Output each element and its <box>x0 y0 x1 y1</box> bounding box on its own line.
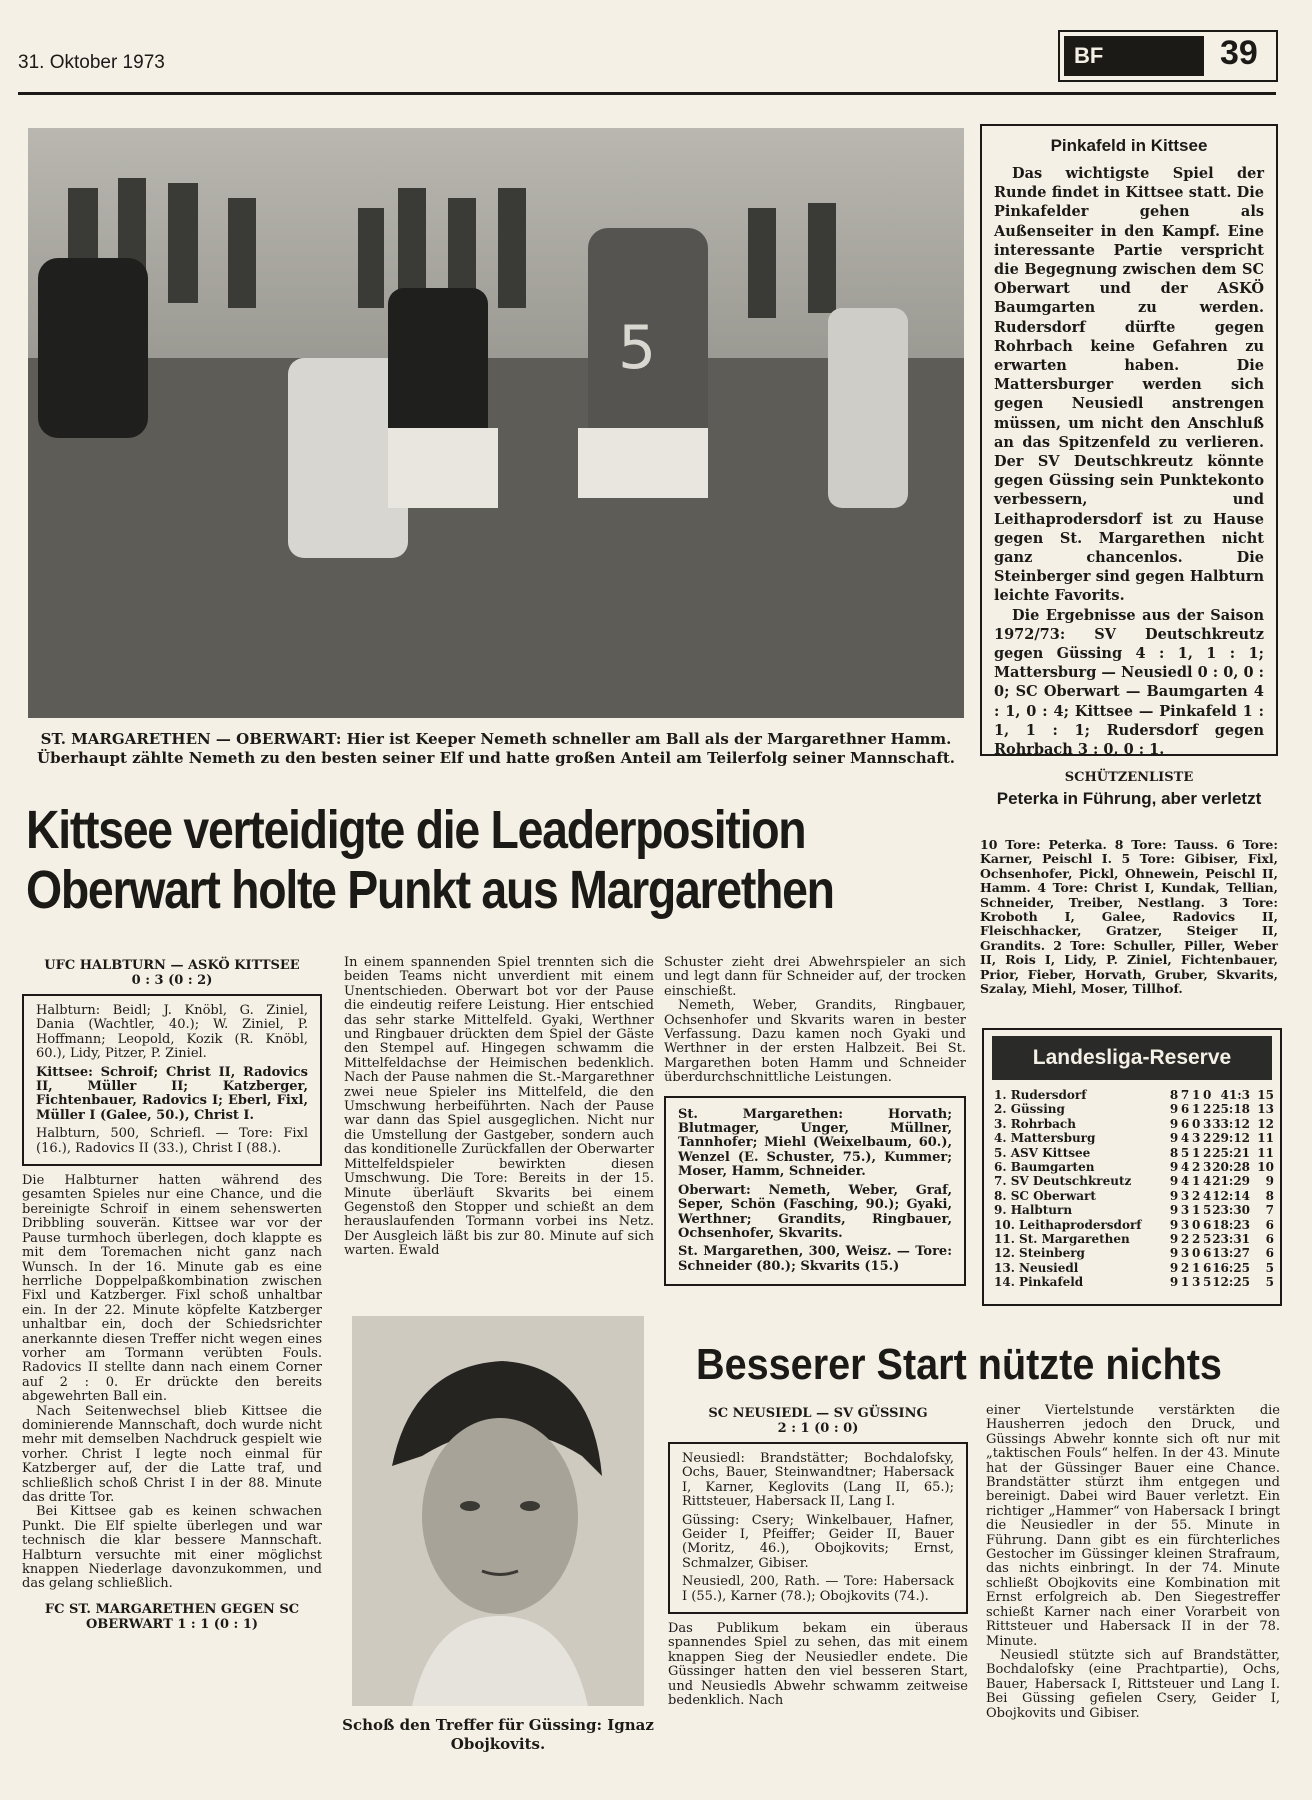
league-table-title: Landesliga-Reserve <box>992 1036 1272 1080</box>
league-table-cell-pts: 11 <box>1257 1131 1274 1146</box>
league-table-cell-pts: 6 <box>1265 1246 1274 1261</box>
league-table-cell-games: 8 <box>1169 1088 1179 1102</box>
league-table-cell-d: 1 <box>1191 1203 1201 1218</box>
league-table-cell-goals: 12:14 <box>1212 1188 1251 1203</box>
league-table-cell-w: 4 <box>1180 1174 1190 1189</box>
match2-report-cont: Schuster zieht drei Abwehrspieler an sich und legt dann für Schneider auf, der trocken einschießt. <box>664 955 966 999</box>
header-rule <box>18 92 1276 95</box>
match1-lineup-halbturn: Halbturn: Beidl; J. Knöbl, G. Ziniel, Dania (Wachtler, 40.); W. Ziniel, P. Hoffmann; Leopold, Kozik (R. Knöbl, 60.), Lidy, Pitzer, P. Ziniel. <box>36 1003 308 1062</box>
league-table-cell-team: 12. Steinberg <box>994 1246 1085 1261</box>
story2-report-cont-2: Neusiedl stützte sich auf Brandstätter, Bochdalofsky (eine Prachtpartie), Ochs, Bauer, Habersack I, Rittsteuer und Lang I. Bei Güssing gefielen Csery, Geider I, Obojkovits und Gibiser. <box>986 1647 1280 1721</box>
match2-stats: St. Margarethen, 300, Weisz. — Tore: Schneider (80.); Skvarits (15.) <box>678 1244 952 1274</box>
match2-lineup-stm: St. Margarethen: Horvath; Blutmager, Unger, Müllner, Tannhofer; Miehl (Weixelbaum, 60.), Wenzel (E. Schuster, 75.), Kummer; Moser, Hamm, Schneider. <box>678 1106 952 1180</box>
match2-report-cont-2: Nemeth, Weber, Grandits, Ringbauer, Ochsenhofer und Skvarits waren in bester Verfassung. Dazu kamen noch Gyaki und Werthner in der ersten Halbzeit. Bei St. Margarethen boten Hamm und Schneider überdurchschnittliche Leistungen. <box>664 998 966 1086</box>
league-table-cell-w: 3 <box>1180 1246 1190 1261</box>
league-table-row <box>994 1203 1274 1217</box>
league-table-cell-pts: 6 <box>1265 1217 1274 1232</box>
league-table-cell-l: 4 <box>1202 1174 1212 1189</box>
league-table-cell-l: 5 <box>1202 1232 1212 1247</box>
page-number: 39 <box>1220 34 1258 72</box>
league-table-cell-team: 3. Rohrbach <box>994 1116 1076 1131</box>
preview-title: Pinkafeld in Kittsee <box>1050 136 1208 155</box>
league-table-cell-games: 9 <box>1169 1116 1179 1131</box>
league-table-cell-pts: 9 <box>1265 1174 1274 1189</box>
league-table-cell-l: 3 <box>1202 1160 1212 1175</box>
league-table-cell-pts: 6 <box>1265 1232 1274 1247</box>
league-table-cell-w: 5 <box>1180 1145 1190 1160</box>
league-table-cell-l: 5 <box>1202 1275 1212 1290</box>
league-table-cell-goals: 33:12 <box>1212 1116 1251 1131</box>
league-table-cell-l: 3 <box>1202 1116 1212 1131</box>
story2-report-cont: einer Viertelstunde verstärkten die Hausherren jedoch den Druck, und Güssings Abwehr konnte sich oft nur mit „taktischen Fouls“ helfen. In der 43. Minute hat der Güssinger Bauer eine Chance. Brandstätter stürzt ihm entgegen und bereinigt. Dabei wird Bauer verletzt. Ein richtiger „Hammer“ von Habersack I bringt die Neusiedler in der 55. Minute in Führung. Dann gibt es ein fürchterliches Gestocher im Güssinger kleinen Strafraum, das nichts einbringt. In der 74. Minute schließt Obojkovits eine Kombination mit Ernst erfolgreich ab. Den Siegestreffer schießt Karner nach einer Vorarbeit von Rittsteuer und Habersack II in der 78. Minute. <box>986 1403 1280 1649</box>
league-table-row <box>994 1146 1274 1160</box>
league-table-cell-games: 9 <box>1169 1260 1179 1275</box>
match1-report-2: Nach Seitenwechsel blieb Kittsee die dominierende Mannschaft, doch wurde nicht mehr mit demselben Nachdruck gespielt wie vorher. Christ I legte noch einmal für Katzberger auf, der die Latte traf, und schließlich schoß Christ I in der 88. Minute das dritte Tor. <box>22 1403 322 1505</box>
league-table-cell-team: 8. SC Oberwart <box>994 1188 1096 1203</box>
match1-report: Die Halbturner hatten während des gesamten Spieles nur eine Chance, und die bereinigte Schroif in einem sehenswerten Dribbling souverän. Kittsee war vor der Pause turmhoch überlegen, doch klappte es mit dem Toremachen nicht ganz nach Wunsch. In der 16. Minute gab es eine herrliche Doppelpaßkombination zwischen Fixl und Katzberger. Fixl schoß unhaltbar ein. In der 22. Minute köpfelte Katzberger unhaltbar ein, doch der Schiedsrichter anerkannte diesen Treffer nicht wegen eines vorher am Tormann verübten Fouls. Radovics II stellte dann nach einem Corner auf 2 : 0. Er drückte den bereits abgewehrten Ball ein. <box>22 1173 322 1405</box>
main-headline <box>26 800 967 920</box>
match1-score: 0 : 3 (0 : 2) <box>131 973 213 988</box>
league-table-cell-l: 5 <box>1202 1203 1212 1218</box>
league-table-cell-goals: 25:18 <box>1212 1102 1251 1117</box>
match1-title: UFC HALBTURN — ASKÖ KITTSEE <box>44 958 300 973</box>
league-table-cell-goals: 12:25 <box>1212 1275 1251 1290</box>
story2-score: 2 : 1 (0 : 0) <box>777 1421 859 1436</box>
league-table-cell-pts: 5 <box>1265 1260 1274 1275</box>
league-table-cell-pts: 5 <box>1265 1275 1274 1290</box>
league-table-cell-w: 3 <box>1180 1203 1190 1218</box>
league-table-cell-d: 0 <box>1191 1217 1201 1232</box>
league-table-row <box>994 1246 1274 1260</box>
league-table-cell-l: 4 <box>1202 1188 1212 1203</box>
headline-line-2: Oberwart holte Punkt aus Margarethen <box>26 860 834 920</box>
league-table-row <box>994 1174 1274 1188</box>
league-table-cell-w: 6 <box>1180 1116 1190 1131</box>
league-table-row <box>994 1232 1274 1246</box>
match-photo <box>28 128 964 718</box>
league-table-cell-l: 2 <box>1202 1102 1212 1117</box>
league-table-cell-d: 2 <box>1191 1188 1201 1203</box>
story2-headline: Besserer Start nützte nichts <box>696 1340 1222 1389</box>
league-table-cell-goals: 23:30 <box>1212 1203 1251 1218</box>
league-table-cell-pts: 8 <box>1265 1188 1274 1203</box>
match1-report-3: Bei Kittsee gab es keinen schwachen Punkt. Die Elf spielte überlegen und war technisch die klar bessere Mannschaft. Halbturn versuchte mit einer möglichst knappen Niederlage davonzukommen, und das gelang schließlich. <box>22 1504 322 1592</box>
story2-column-1 <box>668 1406 968 1709</box>
match2-report: In einem spannenden Spiel trennten sich die beiden Teams nicht unverdient mit einem Unentschieden. Oberwart bot vor der Pause die eindeutig reifere Leistung. Hier entschied das sehr starke Mittelfeld. Gyaki, Werthner und Ringbauer drückten dem Spiel der Gäste den Stempel auf. Hingegen schwamm die Mittelfeldachse der Heimischen bedenklich. Nach der Pause nahmen die St.-Margarethner zwei neue Spieler ins Mittelfeld, die den Umschwung herbeiführten. Nach der Pause war dann das Spiel ausgeglichen. Nicht nur die Umstellung der Gastgeber, sondern auch das konditionelle Zurückfallen der Oberwarter Mittelfeldspieler bewirkten diesen Umschwung. Die Tore: Bereits in der 15. Minute überläuft Skvarits bei einem Gegenstoß den Stopper und schießt an dem herauslaufenden Tormann vorbei ins Netz. Der Ausgleich läßt bis zur 80. Minute auf sich warten. Ewald <box>344 955 654 1259</box>
scorers-title: Peterka in Führung, aber verletzt <box>996 789 1262 808</box>
league-table-cell-w: 3 <box>1180 1188 1190 1203</box>
league-table-cell-d: 0 <box>1191 1246 1201 1261</box>
league-table-cell-team: 7. SV Deutschkreutz <box>994 1174 1132 1189</box>
league-table-cell-pts: 11 <box>1257 1145 1274 1160</box>
league-table-cell-games: 9 <box>1169 1102 1179 1117</box>
league-table-cell-team: 9. Halbturn <box>994 1203 1073 1218</box>
story2-stats: Neusiedl, 200, Rath. — Tore: Habersack I (55.), Karner (78.); Obojkovits (74.). <box>682 1574 954 1604</box>
league-table-cell-games: 9 <box>1169 1131 1179 1146</box>
league-table-row <box>994 1088 1274 1102</box>
league-table-cell-pts: 13 <box>1257 1102 1274 1117</box>
portrait-caption: Schoß den Treffer für Güssing: Ignaz Obojkovits. <box>342 1716 654 1753</box>
league-table-cell-l: 0 <box>1202 1088 1212 1102</box>
league-table-cell-l: 6 <box>1202 1260 1212 1275</box>
league-table-cell-d: 0 <box>1191 1116 1201 1131</box>
league-table-cell-games: 9 <box>1169 1217 1179 1232</box>
league-table-cell-d: 2 <box>1191 1160 1201 1175</box>
league-table-cell-goals: 25:21 <box>1212 1145 1251 1160</box>
league-table-cell-l: 6 <box>1202 1246 1212 1261</box>
league-table-cell-games: 9 <box>1169 1275 1179 1290</box>
league-table-cell-d: 2 <box>1191 1232 1201 1247</box>
league-table-cell-team: 13. Neusiedl <box>994 1260 1079 1275</box>
story2-lineup-box <box>668 1442 968 1614</box>
photo-caption: ST. MARGARETHEN — OBERWART: Hier ist Keeper Nemeth schneller am Ball als der Margarethner Hamm. Überhaupt zählte Nemeth zu den besten seiner Elf und hatte großen Anteil am Teilerfolg seiner Mannschaft. <box>37 730 955 767</box>
headline-line-1: Kittsee verteidigte die Leaderposition <box>26 800 806 860</box>
league-table-rows <box>994 1088 1274 1290</box>
league-table-cell-pts: 10 <box>1257 1160 1274 1175</box>
league-table-cell-team: 1. Rudersdorf <box>994 1088 1087 1102</box>
player-portrait <box>352 1316 644 1706</box>
league-table-cell-games: 9 <box>1169 1160 1179 1175</box>
story2-lineup-guessing: Güssing: Csery; Winkelbauer, Hafner, Geider I, Pfeiffer; Geider II, Bauer (Moritz, 46.), Obojkovits; Ernst, Schmalzer, Gibiser. <box>682 1512 954 1571</box>
match1-stats: Halbturn, 500, Schriefl. — Tore: Fixl (16.), Radovics II (33.), Christ I (88.). <box>36 1126 308 1156</box>
league-table-cell-goals: 20:28 <box>1212 1160 1251 1175</box>
league-table-cell-goals: 21:29 <box>1212 1174 1251 1189</box>
preview-box <box>980 124 1278 759</box>
league-table-cell-l: 6 <box>1202 1217 1212 1232</box>
story2-title: SC NEUSIEDL — SV GÜSSING <box>708 1406 928 1421</box>
scorers-kicker: SCHÜTZENLISTE <box>1064 770 1194 785</box>
league-table-cell-d: 1 <box>1191 1102 1201 1117</box>
league-table-cell-d: 1 <box>1191 1145 1201 1160</box>
league-table-cell-l: 2 <box>1202 1131 1212 1146</box>
league-table-row <box>994 1275 1274 1289</box>
league-table-cell-goals: 29:12 <box>1212 1131 1251 1146</box>
preview-text: Das wichtigste Spiel der Runde findet in Kittsee statt. Die Pinkafelder gehen als Außenseiter in den Kampf. Eine interessante Partie verspricht die Begegnung zwischen dem SC Oberwart und der ASKÖ Baumgarten zu werden. Rudersdorf dürfte gegen Rohrbach keine Gefahren zu erwarten haben. Die Mattersburger werden sich gegen Neusiedl anstrengen müssen, um nicht den Anschluß an das Spitzenfeld zu verlieren. Der SV Deutschkreutz könnte gegen Güssing sein Punktekonto verbessern, und Leithaprodersdorf ist zu Hause gegen St. Margarethen nicht ganz chancenlos. Die Steinberger sind gegen Halbturn leichte Favorits. <box>994 165 1264 605</box>
league-table-cell-d: 3 <box>1191 1131 1201 1146</box>
story2-column-2 <box>986 1404 1280 1721</box>
league-table-cell-team: 11. St. Margarethen <box>994 1232 1130 1247</box>
league-table-cell-team: 4. Mattersburg <box>994 1131 1096 1146</box>
preview-results: Die Ergebnisse aus der Saison 1972/73: SV Deutschkreutz gegen Güssing 4 : 1, 1 : 1; Mattersburg — Neusiedl 0 : 0, 0 : 0; SC Oberwart — Baumgarten 4 : 1, 0 : 4; Kittsee — Pinkafeld 1 : 1, 1 : 1; Rudersdorf gegen Rohrbach 3 : 0, 0 : 1. <box>994 606 1264 759</box>
league-table-cell-team: 2. Güssing <box>994 1102 1065 1117</box>
issue-date: 31. Oktober 1973 <box>18 52 165 73</box>
story2-report: Das Publikum bekam ein überaus spannendes Spiel zu sehen, das mit einem knappen Sieg der Neusiedler endete. Die Güssinger hatten den viel besseren Start, und Neusiedls Abwehr schwamm zeitweise bedenklich. Nach <box>668 1621 968 1709</box>
league-table-cell-w: 3 <box>1180 1217 1190 1232</box>
league-table-row <box>994 1189 1274 1203</box>
match1-lineup-kittsee: Kittsee: Schroif; Christ II, Radovics II, Müller II; Katzberger, Fichtenbauer, Radovics I; Eberl, Fixl, Müller I (Galee, 50.), Christ I. <box>36 1064 308 1123</box>
league-table-cell-team: 14. Pinkafeld <box>994 1275 1084 1290</box>
league-table-row <box>994 1131 1274 1145</box>
league-table-cell-goals: 41:3 <box>1220 1088 1251 1102</box>
svg-text:5: 5 <box>618 313 657 383</box>
league-table-cell-pts: 12 <box>1257 1116 1274 1131</box>
league-table-cell-goals: 18:23 <box>1212 1217 1251 1232</box>
league-table-cell-w: 6 <box>1180 1102 1190 1117</box>
league-table-row <box>994 1261 1274 1275</box>
scorers-text: 10 Tore: Peterka. 8 Tore: Tauss. 6 Tore: Karner, Peischl I. 5 Tore: Gibiser, Fixl, Ochsenhofer, Pickl, Ohnewein, Peischl II, Hamm. 4 Tore: Christ I, Kundak, Tellian, Schneider, Treiber, Nestlang. 3 Tore: Kroboth I, Galee, Radovics II, Fleischhacker, Gratzer, Steiger II, Grandits. 2 Tore: Schuller, Piller, Weber II, Rois I, Lidy, P. Ziniel, Fichtenbauer, Prior, Fieber, Horvath, Gruber, Skvarits, Szalay, Miehl, Moser, Tillhof. <box>980 837 1278 997</box>
match2-title: FC ST. MARGARETHEN GEGEN SC OBERWART 1 : 1 (0 : 1) <box>44 1601 300 1632</box>
league-table-cell-team: 10. Leithaprodersdorf <box>994 1217 1142 1232</box>
match2-lineup-obw: Oberwart: Nemeth, Weber, Graf, Seper, Schön (Fasching, 90.); Gyaki, Werthner; Grandits, Ringbauer, Ochsenhofer, Skvarits. <box>678 1182 952 1241</box>
league-table-cell-games: 9 <box>1169 1188 1179 1203</box>
article-column-3 <box>664 956 966 1286</box>
story2-lineup-neusiedl: Neusiedl: Brandstätter; Bochdalofsky, Ochs, Bauer, Steinwandtner; Habersack I, Karner, Keglovits (Lang II, 65.); Rittsteuer, Habersack II, Lang I. <box>682 1451 954 1510</box>
league-table-cell-pts: 15 <box>1257 1088 1274 1102</box>
article-column-1 <box>22 958 322 1632</box>
league-table-cell-w: 7 <box>1180 1088 1190 1102</box>
league-table-cell-games: 9 <box>1169 1232 1179 1247</box>
league-table <box>982 1028 1282 1306</box>
league-table-cell-games: 8 <box>1169 1145 1179 1160</box>
league-table-row <box>994 1218 1274 1232</box>
league-table-cell-w: 4 <box>1180 1131 1190 1146</box>
league-table-cell-d: 3 <box>1191 1275 1201 1290</box>
league-table-cell-w: 2 <box>1180 1232 1190 1247</box>
league-table-cell-goals: 16:25 <box>1212 1260 1251 1275</box>
league-table-cell-d: 1 <box>1191 1260 1201 1275</box>
league-table-cell-w: 2 <box>1180 1260 1190 1275</box>
league-table-cell-games: 9 <box>1169 1203 1179 1218</box>
league-table-cell-w: 4 <box>1180 1160 1190 1175</box>
league-table-cell-d: 1 <box>1191 1088 1201 1102</box>
league-table-row <box>994 1102 1274 1116</box>
league-table-cell-team: 5. ASV Kittsee <box>994 1145 1091 1160</box>
match1-lineup-box <box>22 994 322 1166</box>
league-table-row <box>994 1160 1274 1174</box>
league-table-cell-games: 9 <box>1169 1246 1179 1261</box>
match2-lineup-box <box>664 1096 966 1286</box>
section-label: BF <box>1064 36 1204 76</box>
league-table-row <box>994 1117 1274 1131</box>
league-table-cell-games: 9 <box>1169 1174 1179 1189</box>
league-table-cell-pts: 7 <box>1265 1203 1274 1218</box>
league-table-cell-goals: 13:27 <box>1212 1246 1251 1261</box>
league-table-cell-goals: 23:31 <box>1212 1232 1251 1247</box>
page-header-box <box>1058 30 1278 82</box>
league-table-cell-team: 6. Baumgarten <box>994 1160 1095 1175</box>
league-table-cell-d: 1 <box>1191 1174 1201 1189</box>
league-table-cell-w: 1 <box>1180 1275 1190 1290</box>
league-table-cell-l: 2 <box>1202 1145 1212 1160</box>
